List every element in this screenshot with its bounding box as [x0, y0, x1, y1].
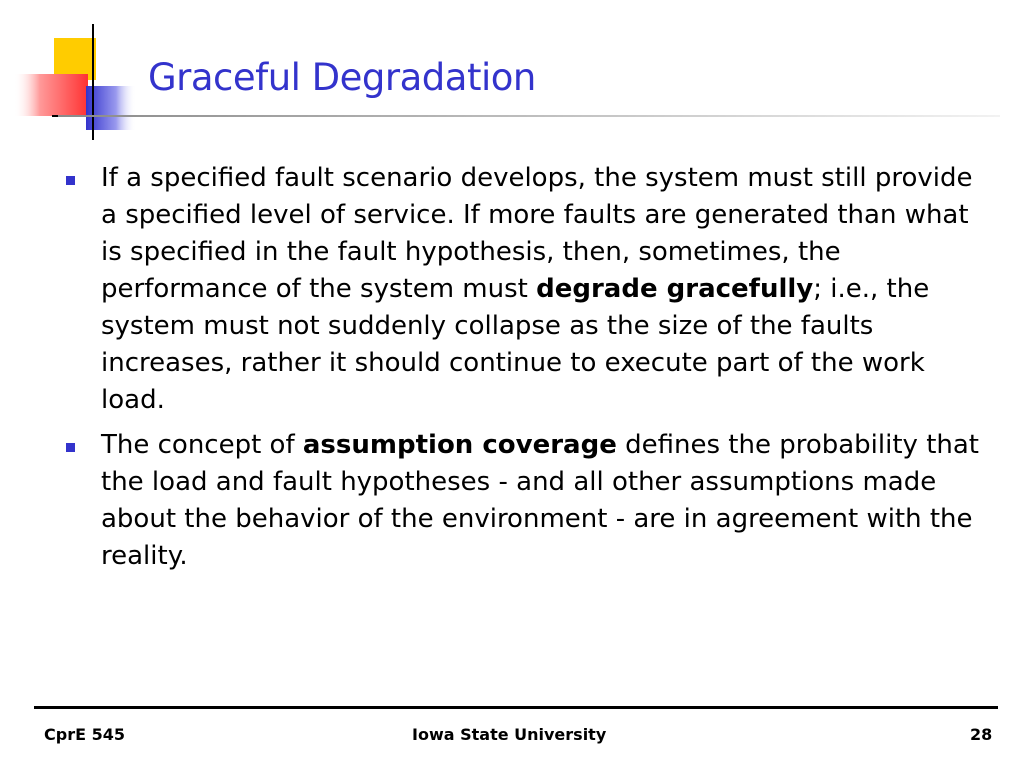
square-bullet-icon — [66, 443, 75, 452]
bullet-item-assumption-coverage — [62, 427, 992, 575]
bullet-text — [101, 163, 972, 415]
bullet-text — [101, 430, 979, 571]
slide-title: Graceful Degradation — [148, 56, 536, 99]
text-segment: If a specified fault scenario develops, the system must still provide a specified level of service. If more faults are generated than what is specified in the fault hypothesis, then, sometimes, the performance of the system must — [101, 163, 973, 304]
bullet-item-graceful-degradation — [62, 160, 992, 419]
footer-course: CprE 545 — [44, 725, 125, 744]
bold-term: assumption coverage — [302, 430, 617, 460]
text-segment: defines the probability that the load and fault hypotheses - and all other assumptions made about the behavior of the environment - are in agreement with the reality. — [101, 430, 979, 571]
text-segment: ; i.e., the system must not suddenly collapse as the size of the faults increases, rather it should continue to execute part of the work load. — [101, 274, 930, 415]
footer-page-number: 28 — [970, 725, 993, 744]
title-divider — [58, 115, 1000, 117]
decorative-logo-graphic — [0, 0, 160, 150]
bold-term: degrade gracefully — [536, 274, 814, 304]
slide-content — [62, 160, 992, 583]
square-bullet-icon — [66, 176, 75, 185]
footer-institution: Iowa State University — [412, 725, 607, 744]
text-segment: The concept of — [101, 430, 303, 460]
footer-divider — [34, 706, 998, 709]
